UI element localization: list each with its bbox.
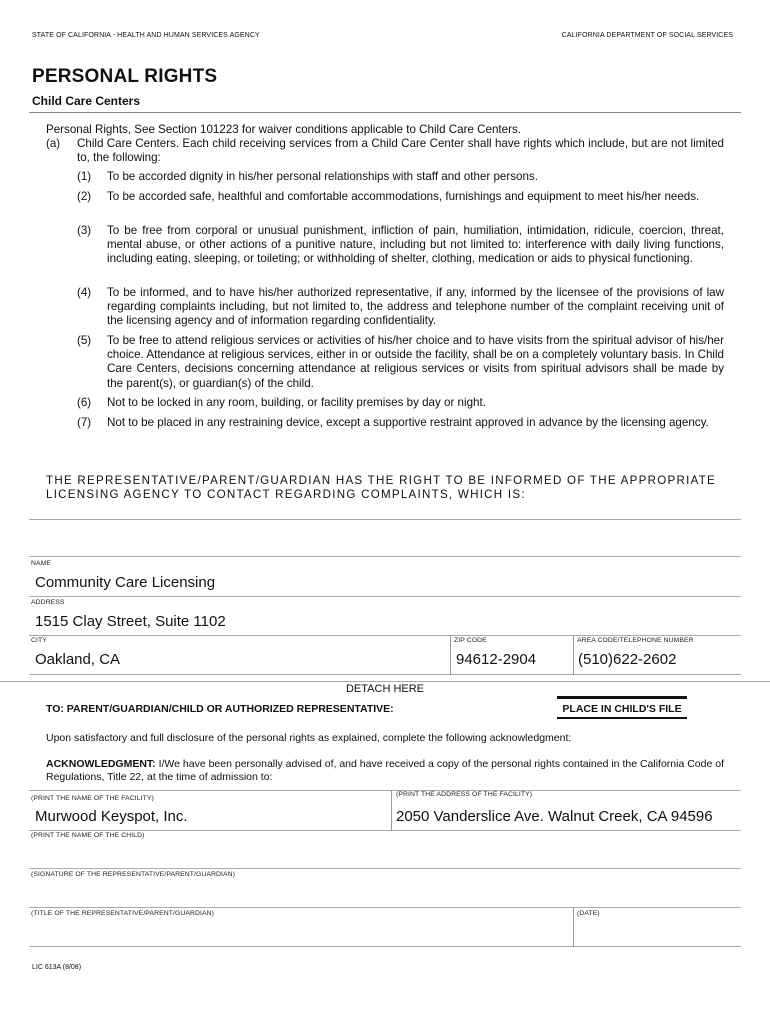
place-in-file-label: PLACE IN CHILD'S FILE — [562, 703, 682, 715]
acknowledgment-text — [46, 758, 724, 784]
right-6-num: (6) — [77, 396, 92, 409]
child-name-label: (PRINT THE NAME OF THE CHILD) — [31, 832, 145, 839]
agency-box-bottom — [29, 674, 741, 675]
form-number: LIC 613A (8/08) — [32, 964, 82, 971]
signature-field[interactable] — [29, 881, 741, 907]
child-name-line — [29, 868, 741, 869]
intro-text: Personal Rights, See Section 101223 for waiver conditions applicable to Child Care Centers. — [46, 123, 521, 136]
agency-name-label: NAME — [31, 560, 52, 567]
right-1-num: (1) — [77, 170, 92, 183]
agency-address-value: 1515 Clay Street, Suite 1102 — [35, 613, 226, 630]
form-top-line — [29, 790, 741, 791]
right-4-text: To be informed, and to have his/her authorized representative, if any, informed by the licensee of the provisions of law regarding complaints including, but not limited to, the address and telephone number of the complaint receiving unit of the licensing agency and of information regarding confidentiality. — [107, 286, 724, 328]
facility-name-label: (PRINT THE NAME OF THE FACILITY) — [31, 795, 154, 802]
right-1-text: To be accorded dignity in his/her personal relationships with staff and other persons. — [107, 170, 538, 183]
phone-divider — [573, 635, 574, 674]
notice-divider — [29, 519, 741, 520]
facility-address-label: (PRINT THE ADDRESS OF THE FACILITY) — [396, 791, 533, 798]
place-in-file-box — [557, 696, 687, 719]
signature-line — [29, 907, 741, 908]
facility-line — [29, 830, 741, 831]
detach-label: DETACH HERE — [345, 683, 425, 695]
facility-divider — [391, 790, 392, 830]
agency-address-line — [29, 635, 741, 636]
right-2-text: To be accorded safe, healthful and comfortable accommodations, furnishings and equipment to meet his/her needs. — [107, 190, 700, 203]
agency-phone-label: AREA CODE/TELEPHONE NUMBER — [577, 637, 694, 644]
date-divider — [573, 907, 574, 947]
complaint-notice: THE REPRESENTATIVE/PARENT/GUARDIAN HAS THE RIGHT TO BE INFORMED OF THE APPROPRIATE LICENSING AGENCY TO CONTACT REGARDING COMPLAINTS, WHICH IS: — [46, 474, 717, 501]
agency-header-left: STATE OF CALIFORNIA - HEALTH AND HUMAN SERVICES AGENCY — [32, 32, 260, 39]
agency-box-top — [29, 556, 741, 557]
right-5-num: (5) — [77, 334, 92, 347]
to-line: TO: PARENT/GUARDIAN/CHILD OR AUTHORIZED REPRESENTATIVE: — [46, 703, 394, 715]
agency-name-value: Community Care Licensing — [35, 574, 216, 591]
form-bottom-line — [29, 946, 741, 947]
agency-zip-label: ZIP CODE — [454, 637, 487, 644]
agency-city-value: Oakland, CA — [35, 651, 121, 668]
page-title: PERSONAL RIGHTS — [32, 66, 218, 87]
agency-header-right: CALIFORNIA DEPARTMENT OF SOCIAL SERVICES — [561, 32, 733, 39]
rep-title-label: (TITLE OF THE REPRESENTATIVE/PARENT/GUARDIAN) — [31, 910, 214, 917]
agency-zip-value: 94612-2904 — [456, 651, 537, 668]
zip-divider — [450, 635, 451, 674]
right-3-text: To be free from corporal or unusual punishment, infliction of pain, humiliation, intimidation, ridicule, coercion, threat, mental abuse, or other actions of a punitive nature, including but not limited to: interference with daily living functions, including eating, sleeping, or toileting; or withholding of shelter, clothing, medication or aids to physical functioning. — [107, 224, 724, 266]
date-label: (DATE) — [577, 910, 600, 917]
facility-name-field[interactable]: Murwood Keyspot, Inc. — [35, 808, 188, 825]
acknowledgment-body: I/We have been personally advised of, and have received a copy of the personal rights contained in the California Code of Regulations, Title 22, at the time of admission to: — [46, 758, 724, 783]
right-4-num: (4) — [77, 286, 92, 299]
instruction-text: Upon satisfactory and full disclosure of the personal rights as explained, complete the following acknowledgment: — [46, 732, 572, 744]
child-name-field[interactable] — [29, 842, 741, 868]
rep-title-field[interactable] — [29, 920, 569, 946]
right-2-num: (2) — [77, 190, 92, 203]
date-field[interactable] — [576, 920, 741, 946]
title-divider — [29, 112, 741, 113]
agency-name-line — [29, 596, 741, 597]
facility-address-field[interactable]: 2050 Vanderslice Ave. Walnut Creek, CA 94596 — [396, 808, 713, 825]
right-5-text: To be free to attend religious services or activities of his/her choice and to have visits from the spiritual advisor of his/her choice. Attendance at religious services, either in or outside the facility, shall be on a completely voluntary basis. In Child Care Centers, decisions concerning attendance at religious services or visits from spiritual advisors shall be made by the parent(s), or guardian(s) of the child. — [107, 334, 724, 390]
right-7-text: Not to be placed in any restraining device, except a supportive restraint approved in advance by the licensing agency. — [107, 416, 709, 429]
detach-line — [0, 681, 770, 682]
agency-phone-value: (510)622-2602 — [578, 651, 677, 668]
section-a-label: (a) — [46, 137, 61, 150]
right-6-text: Not to be locked in any room, building, or facility premises by day or night. — [107, 396, 486, 409]
agency-city-label: CITY — [31, 637, 47, 644]
section-a-text: Child Care Centers. Each child receiving services from a Child Care Center shall have rights which include, but are not limited to, the following: — [77, 137, 724, 165]
right-3-num: (3) — [77, 224, 92, 237]
signature-label: (SIGNATURE OF THE REPRESENTATIVE/PARENT/GUARDIAN) — [31, 871, 236, 878]
page-subtitle: Child Care Centers — [32, 94, 141, 108]
right-7-num: (7) — [77, 416, 92, 429]
agency-address-label: ADDRESS — [31, 599, 65, 606]
acknowledgment-label: ACKNOWLEDGMENT: — [46, 758, 156, 770]
